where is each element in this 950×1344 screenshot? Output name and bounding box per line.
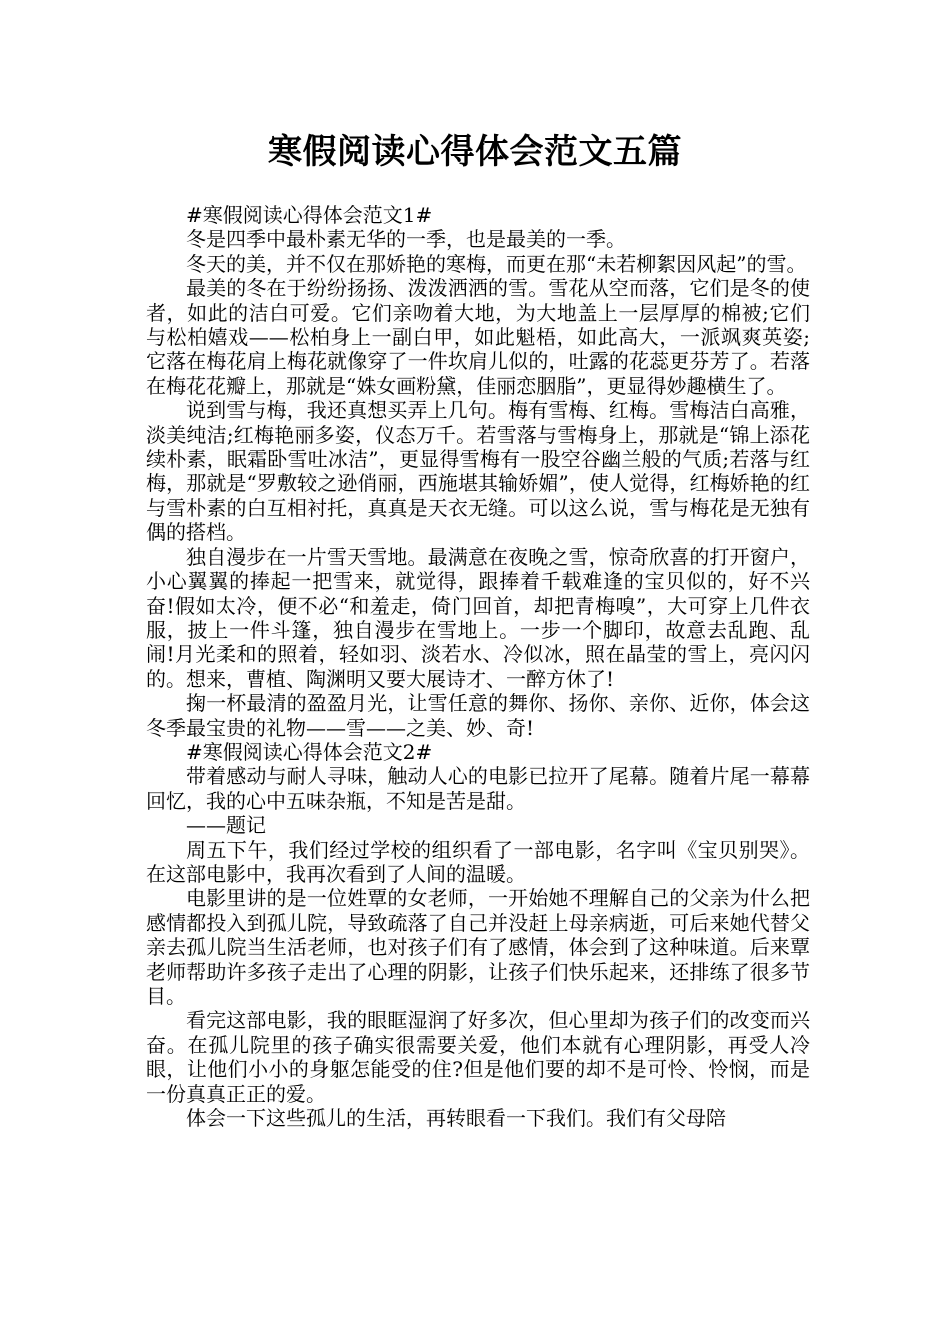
section-heading-1: #寒假阅读心得体会范文1# — [186, 203, 433, 227]
paragraph: 最美的冬在于纷纷扬扬、泼泼洒洒的雪。雪花从空而落，它们是冬的使者，如此的洁白可爱。它们亲吻着大地，为大地盖上一层厚厚的棉被;它们与松柏嬉戏——松柏身上一副白甲，如此魁梧，如此高大，一派飒爽英姿;它落在梅花肩上梅花就像穿了一件坎肩儿似的，吐露的花蕊更芬芳了。若落在梅花花瓣上，那就是“姝女画粉黛，佳丽恋胭脂”，更显得妙趣横生了。 — [146, 276, 810, 398]
document-title: 寒假阅读心得体会范文五篇 — [268, 132, 682, 172]
paragraph: 掬一杯最清的盈盈月光，让雪任意的舞你、扬你、亲你、近你，体会这冬季最宝贵的礼物——雪——之美、妙、奇! — [146, 691, 810, 740]
paragraph: 带着感动与耐人寻味，触动人心的电影已拉开了尾幕。随着片尾一幕幕回忆，我的心中五味杂瓶，不知是苦是甜。 — [146, 764, 810, 813]
paragraph: 体会一下这些孤儿的生活，再转眼看一下我们。我们有父母陪 — [186, 1106, 726, 1131]
paragraph: 独自漫步在一片雪天雪地。最满意在夜晚之雪，惊奇欣喜的打开窗户，小心翼翼的捧起一把雪来，就觉得，跟捧着千载难逢的宝贝似的，好不兴奋!假如太冷，便不必“和羞走，倚门回首，却把青梅嗅”，大可穿上几件衣服，披上一件斗篷，独自漫步在雪地上。一步一个脚印，故意去乱跑、乱闹!月光柔和的照着，轻如羽、淡若水、冷似冰，照在晶莹的雪上，亮闪闪的。想来，曹植、陶渊明又要大展诗才、一醉方休了! — [146, 544, 810, 691]
paragraph: 冬是四季中最朴素无华的一季，也是最美的一季。 — [186, 227, 626, 252]
paragraph: 冬天的美，并不仅在那娇艳的寒梅，而更在那“未若柳絮因风起”的雪。 — [186, 251, 807, 276]
document-body — [146, 203, 810, 1130]
epigraph-label: ——题记 — [186, 813, 266, 838]
paragraph: 周五下午，我们经过学校的组织看了一部电影，名字叫《宝贝别哭》。在这部电影中，我再次看到了人间的温暖。 — [146, 837, 810, 886]
section-heading-2: #寒假阅读心得体会范文2# — [186, 739, 433, 764]
paragraph: 看完这部电影，我的眼眶湿润了好多次，但心里却为孩子们的改变而兴奋。在孤儿院里的孩子确实很需要关爱，他们本就有心理阴影，再受人冷眼，让他们小小的身躯怎能受的住?但是他们要的却不是可怜、怜悯，而是一份真真正正的爱。 — [146, 1008, 810, 1106]
paragraph: 说到雪与梅，我还真想买弄上几句。梅有雪梅、红梅。雪梅洁白高雅，淡美纯洁;红梅艳丽多姿，仪态万千。若雪落与雪梅身上，那就是“锦上添花续朴素，眠霜卧雪吐冰洁”，更显得雪梅有一股空谷幽兰般的气质;若落与红梅，那就是“罗敷较之逊俏丽，西施堪其输娇媚”，使人觉得，红梅娇艳的红与雪朴素的白互相衬托，真真是天衣无缝。可以这么说，雪与梅花是无独有偶的搭档。 — [146, 398, 810, 545]
paragraph: 电影里讲的是一位姓覃的女老师，一开始她不理解自己的父亲为什么把感情都投入到孤儿院，导致疏落了自己并没赶上母亲病逝，可后来她代替父亲去孤儿院当生活老师，也对孩子们有了感情，体会到了这种味道。后来覃老师帮助许多孩子走出了心理的阴影，让孩子们快乐起来，还排练了很多节目。 — [146, 886, 810, 1008]
